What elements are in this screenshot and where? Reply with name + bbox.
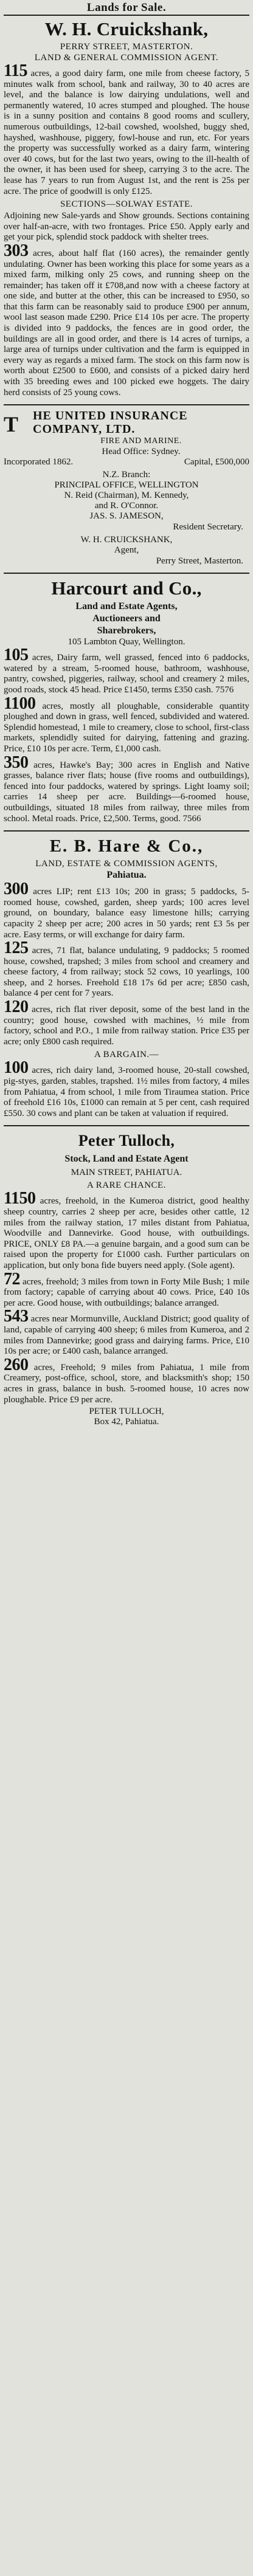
newspaper-page — [4, 0, 249, 1452]
section-heading: SECTIONS—SOLWAY ESTATE. — [60, 199, 193, 210]
listing-acres: 105 — [4, 646, 29, 665]
listing — [4, 1058, 250, 1119]
ad-place: Pahiatua. — [106, 870, 147, 881]
capital: Capital, £500,000 — [184, 457, 249, 467]
signature: PETER TULLOCH, — [89, 1407, 164, 1417]
listing — [4, 1269, 250, 1309]
ad-role: LAND, ESTATE & COMMISSION AGENTS, — [35, 859, 218, 869]
listing — [4, 880, 250, 940]
ad-address: MAIN STREET, PAHIATUA. — [71, 1168, 182, 1178]
listing-text: acres, about half flat (160 acres), the remainder gently undulating. Owner has been working this place for some years as a mixed farm, milking only 25 cows, and running sheep on the remainder; has taken off it £708,and now with a cheese factory at one side, and butter at the other, this can be increased to £950, so that this farm can be reasonably said to produce £900 per annum, wool last season made £290. Price £14 10s per acre. The property is divided into 9 paddocks, the fences are in good order, the buildings are all in good order, and there is 14 acres of turnips, a large area of turnips under cultivation and the farm is equipped in every way as regards a mixed farm. The stock on this farm now is worth about £2500 to £600, and consists of a picked dairy herd with 35 breeding ewes and 100 picked ewe hoggets. The dairy herd consists of 25 young cows. — [4, 248, 250, 398]
listing-text: acres, a good dairy farm, one mile from cheese factory, 5 minutes walk from school, bank and railway, 30 to 40 acres are level, and the balance is low dairying undulations, well and permanently watered, 10 acres stumped and ploughed. The house is in a sunny position and contains 8 good rooms and scullery, numerous outbuildings, 12-bail cowshed, woolshed, buggy shed, hayshed, washhouse, piggery, fowl-house and run, etc. For years the property was successfully worked as a dairy farm, wintering over 40 cows, but for the last two years, owing to the ill-health of the owner, it has been used for sheep, carrying 3 to the acre. The lease has 7 years to run from August 1st, and the rent is 25s per acre. The price of goodwill is only £125. — [4, 69, 250, 196]
branch-label: N.Z. Branch: — [102, 470, 151, 480]
ad-subtitle: Auctioneers and — [92, 613, 161, 624]
listing-text: acres, rich dairy land, 3-roomed house, 20-stall cowshed, pig-styes, garden, stables, trapshed. 1½ miles from factory, 4 miles from Pahiatua, 4 from school, 1 mile from Tiraumea station. Price of freehold £16 10s, £1000 can remain at 5 per cent, cash required £550. 30 cows and plant can be taken at valuation if required. — [4, 1066, 250, 1118]
listing-text: Adjoining new Sale-yards and Show grounds. Sections containing over half-an-acre, with two frontages. Price £50. Apply early and get your pick, splendid stock paddock with shelter trees. — [4, 211, 249, 243]
listing — [4, 938, 249, 999]
ad-lines: FIRE AND MARINE. — [100, 436, 182, 446]
listing — [4, 1307, 249, 1357]
listing-acres: 543 — [4, 1307, 29, 1326]
incorporated: Incorporated 1862. — [4, 457, 74, 467]
directors-cont: and R. O'Connor. — [94, 501, 159, 511]
listing-text: acres, freehold; 3 miles from town in Forty Mile Bush; 1 mile from factory; capable of carrying about 40 cows. Price, £40 10s per acre. Good house, with outbuildings; balance arranged. — [4, 1276, 250, 1308]
head-office: Head Office: Sydney. — [102, 447, 181, 457]
ad-tulloch — [4, 1130, 249, 1427]
listing-acres: 125 — [4, 938, 29, 958]
divider — [4, 404, 249, 405]
principal-office: PRINCIPAL OFFICE, WELLINGTON — [54, 480, 199, 491]
ad-address: PERRY STREET, MASTERTON. — [60, 42, 193, 52]
ad-address: 105 Lambton Quay, Wellington. — [68, 637, 185, 647]
agent-name: W. H. CRUICKSHANK, — [80, 535, 173, 545]
directors: N. Reid (Chairman), M. Kennedy, — [64, 491, 189, 501]
secretary: JAS. S. JAMESON, — [89, 511, 164, 522]
listing-acres: 350 — [4, 752, 29, 772]
ad-title: W. H. Cruickshank, — [44, 18, 209, 40]
listing-text: acres, freehold, in the Kumeroa district, good healthy sheep country, carries 2 sheep per acre, besides other cattle, 12 miles from the railway station, 17 miles distant from Pahiatua, Woodville and Dannevirke. Good house, with outbuildings. PRICE, ONLY £8 PA.—a genuine bargain, and a good sum can be raised upon the property for £1000 cash. Further particulars on application, but only bona fide buyers need apply. (Sole agent). — [4, 1196, 249, 1270]
section-heading: Lands for Sale. — [4, 0, 249, 16]
agent-role: Agent, — [114, 545, 139, 556]
divider — [4, 830, 249, 832]
ad-hare — [4, 835, 249, 1119]
listing-acres: 72 — [4, 1269, 20, 1289]
ad-title: Harcourt and Co., — [51, 577, 202, 599]
listing-text: acres, Hawke's Bay; 300 acres in English and Native grasses, balance river flats; house (five rooms and outbuildings), fenced into four paddocks, watered by springs. Light loamy soil; carries 14 sheep per acre. Buildings—6-roomed house, outbuildings, situated 18 miles from railway, three miles from school. Metal roads. Price, £2,500. Terms, good. — [4, 760, 250, 824]
ad-title: E. B. Hare & Co., — [49, 836, 204, 856]
listing-text: acres, Dairy farm, well grassed, fenced into 6 paddocks, watered by a stream, 5-roomed house, bathroom, washhouse, pantry, cowshed, piggeries, railway, school and creamery 2 miles, good roads, stock 45 head. Price £1450, terms £350 cash. — [4, 653, 249, 695]
ad-title: Peter Tulloch, — [78, 1132, 175, 1150]
listing-text: acres, 71 flat, balance undulating, 9 paddocks; 5 roomed house, cowshed, trapshed; 3 miles from school and creamery and cheese factory, 4 from railway; stock 52 cows, 10 yearlings, 100 sheep, and 2 horses. Freehold £18 17s 6d per acre; £850 cash, balance 4 per cent for 7 years. — [4, 946, 249, 999]
ad-title: HE UNITED INSURANCE COMPANY, LTD. — [33, 409, 188, 436]
ad-subtitle: Sharebrokers, — [97, 625, 156, 636]
listing-acres: 300 — [4, 880, 29, 899]
listing-acres: 100 — [4, 1058, 29, 1078]
section-heading: A RARE CHANCE. — [87, 1180, 166, 1191]
listing-acres: 1100 — [4, 694, 36, 713]
listing-text: acres, Freehold; 9 miles from Pahiatua, 1 mile from Creamery, post-office, school, store, and blacksmith's shop; 150 acres in grass, balance in bush. 5-roomed house, 10 acres now ploughable. Price £9 per acre. — [4, 1362, 250, 1405]
ad-subtitle: Land and Estate Agents, — [75, 601, 178, 612]
divider — [4, 1125, 249, 1126]
listing-acres: 120 — [4, 997, 29, 1017]
ad-cruickshank — [4, 18, 249, 398]
listing-acres: 260 — [4, 1355, 29, 1374]
listing-ref: 7576 — [215, 685, 234, 695]
ad-insurance — [4, 409, 249, 567]
listing-acres: 1150 — [4, 1189, 36, 1208]
listing — [4, 1189, 249, 1271]
listing — [4, 694, 250, 755]
listing-text: acres, rich flat river deposit, some of the best land in the country; good house, cowshed with machines, ½ mile from factory, school and P.O., 1 mile from railway station. Price £35 per acre; only £800 cash required. — [4, 1005, 249, 1047]
section-heading: A BARGAIN.— — [94, 1050, 159, 1060]
box-address: Box 42, Pahiatua. — [94, 1417, 159, 1427]
listing — [4, 646, 249, 695]
listing-text: acres near Mormunville, Auckland District; good quality of land, capable of carrying 400 sheep; 6 miles from Kumeroa, and 2 miles from Dannevirke; good grass and dairying farms. Price, £10 10s per acre; or £400 cash, balance arranged. — [4, 1314, 249, 1357]
listing — [4, 61, 250, 197]
ad-subtitle: Stock, Land and Estate Agent — [64, 1154, 189, 1165]
divider — [4, 573, 249, 574]
incorporation-row — [4, 457, 249, 467]
ad-harcourt — [4, 577, 249, 824]
agent-address: Perry Street, Masterton. — [156, 556, 243, 567]
listing-ref: 7566 — [182, 813, 201, 824]
listing — [4, 1355, 250, 1405]
listing-acres: 303 — [4, 241, 29, 260]
ad-role: LAND & GENERAL COMMISSION AGENT. — [34, 53, 219, 63]
secretary-role: Resident Secretary. — [173, 522, 243, 532]
listing — [4, 997, 249, 1047]
listing — [4, 752, 250, 825]
listing-acres: 115 — [4, 61, 27, 80]
listing-text: acres, mostly all ploughable, considerable quantity ploughed and down in grass, well fenced, subdivided and watered. Splendid homestead, 1 mile to creamery, close to school, first-class markets, splendidly suited for dairying, fattening and grazing. Price, £10 10s per acre. Term, £1,000 cash. — [4, 701, 250, 754]
listing — [4, 241, 250, 398]
listing-text: acres LIP; rent £13 10s; 200 in grass; 5 paddocks, 5-roomed house, cowshed, garden, sheep yards; 100 acres level ground, on boundary, balance easy limestone hills; carrying capacity 2 sheep per acre; 200 acres in 50 yards; rent £3 5s per acre. Easy terms, or will exchange for dairy farm. — [4, 887, 250, 940]
drop-cap-letter: T — [4, 412, 19, 437]
